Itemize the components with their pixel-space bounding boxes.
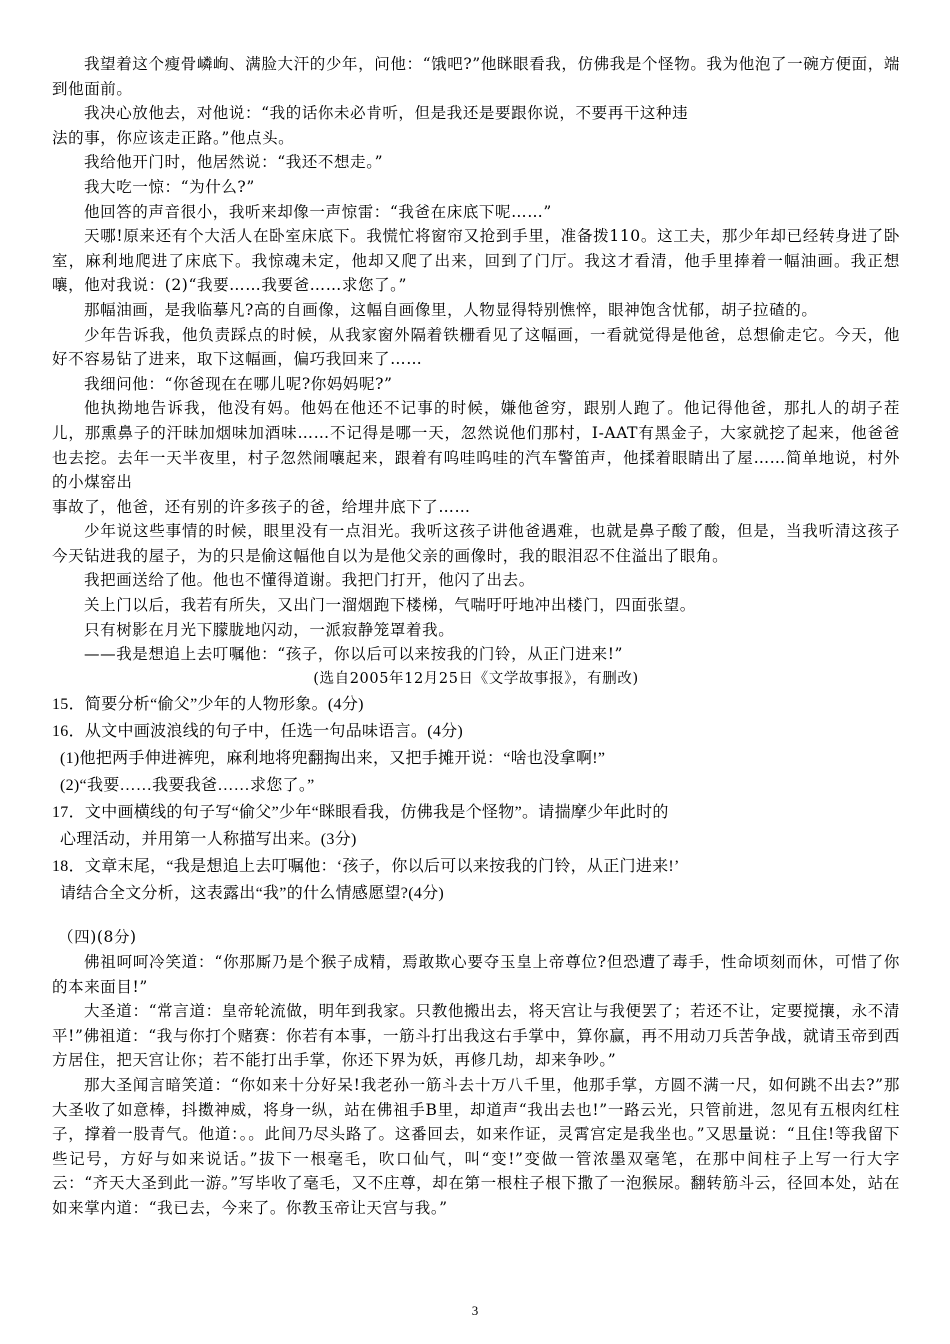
story-paragraph: 我细问他：“你爸现在在哪儿呢?你妈妈呢?”	[84, 374, 393, 393]
section-four-paragraph: 大圣道：“常言道：皇帝轮流做，明年到我家。只教他搬出去，将天宫让与我便罢了；若还不让，定要搅攘，永不清平!”佛祖道：“我与你打个赌赛：你若有本事，一筋斗打出我这右手掌中，算你赢，再不用动刀兵苦争战，就请玉帝到西方居住，把天宫让你；若不能打出手掌，你还下界为妖，再修几劫，却来争吵。”	[52, 1002, 900, 1070]
story-paragraph: 他执拗地告诉我，他没有妈。他妈在他还不记事的时候，嫌他爸穷，跟别人跑了。他记得他爸，那扎人的胡子茬儿，那熏鼻子的汗昧加烟味加酒味……不记得是哪一天，忽然说他们那村，I-AAT有黑金子，大家就挖了起来，他爸爸也去挖。去年一天半夜里，村子忽然闹嚷起来，跟着有呜哇呜哇的汽车警笛声，他揉着眼睛出了屋……简单地说，村外的小煤窑出	[52, 399, 900, 492]
story-paragraph: 我给他开门时，他居然说：“我还不想走。”	[84, 153, 384, 172]
story-paragraph: 天哪!原来还有个大活人在卧室床底下。我慌忙将窗帘又抢到手里，准备拨110。这工夫，那少年却已经转身进了卧室，麻利地爬进了床底下。我惊魂未定，他却又爬了出来，回到了门厅。我这才看清，他手里捧着一幅油画。我正想嚷，他对我说：(2)“我要……我要爸……求您了。”	[52, 227, 900, 295]
story-source: (选自2005年12月25日《文学故事报》，有删改)	[313, 670, 639, 687]
question-18-continued: 请结合全文分析，这表露出“我”的什么情感愿望?(4分)	[60, 885, 445, 903]
story-paragraph: 关上门以后，我若有所失，又出门一溜烟跑下楼梯，气喘吁吁地冲出楼门，四面张望。	[84, 596, 696, 615]
story-paragraph: 少年说这些事情的时候，眼里没有一点泪光。我听这孩子讲他爸遇难，也就是鼻子酸了酸，但是，当我听清这孩子今天钻进我的屋子，为的只是偷这幅他自以为是他父亲的画像时，我的眼泪忍不住溢出了眼角。	[52, 522, 900, 565]
question-16: 16．从文中画波浪线的句子中，任选一句品味语言。(4分)	[52, 723, 464, 741]
question-15: 15．简要分析“偷父”少年的人物形象。(4分)	[52, 696, 364, 714]
story-paragraph: 少年告诉我，他负责踩点的时候，从我家窗外隔着铁栅看见了这幅画，一看就觉得是他爸，总想偷走它。今天，他好不容易钻了进来，取下这幅画，偏巧我回来了……	[52, 325, 900, 369]
story-paragraph: 我决心放他去，对他说：“我的话你未必肯听，但是我还是要跟你说，不要再干这种违	[84, 104, 689, 123]
story-paragraph: 我大吃一惊：“为什么?”	[84, 177, 255, 196]
document-page	[52, 52, 900, 1221]
story-paragraph: 事故了，他爸，还有别的许多孩子的爸，给埋井底下了……	[52, 497, 471, 516]
question-17: 17．文中画横线的句子写“偷父”少年“眯眼看我，仿佛我是个怪物”。请揣摩少年此时的	[52, 804, 669, 822]
story-paragraph: 只有树影在月光下朦胧地闪动，一派寂静笼罩着我。	[84, 620, 455, 639]
story-section	[52, 52, 900, 691]
section-four	[52, 925, 900, 1220]
question-16-option-2: (2)“我要……我要我爸……求您了。”	[60, 777, 315, 795]
questions-section	[52, 691, 900, 907]
question-18: 18．文章末尾，“我是想追上去叮嘱他：‘孩子，你以后可以来按我的门铃，从正门进来!’	[52, 858, 680, 876]
story-paragraph: 那幅油画，是我临摹凡?高的自画像，这幅自画像里，人物显得特别憔悴，眼神饱含忧郁，胡子拉碴的。	[84, 300, 818, 319]
section-four-paragraph: 那大圣闻言暗笑道：“你如来十分好呆!我老孙一筋斗去十万八千里，他那手掌，方圆不满一尺，如何跳不出去?”那大圣收了如意棒，抖擞神威，将身一纵，站在佛祖手B里，却道声“我出去也!”一路云光，只管前进，忽见有五根肉红柱子，撑着一股青气。他道：。。此间乃尽头路了。这番回去，如来作证，灵霄宫定是我坐也。”又思量说：“且住!等我留下些记号，方好与如来说话。”拔下一根毫毛，吹口仙气，叫“变!”变做一管浓墨双毫笔，在那中间柱子上写一行大字云：“齐天大圣到此一游。”写毕收了毫毛，又不庄尊，却在第一根柱子根下撒了一泡猴尿。翻转筋斗云，径回本处，站在如来掌内道：“我已去，今来了。你教玉帝让天宫与我。”	[52, 1076, 900, 1217]
section-four-paragraph: 佛祖呵呵冷笑道：“你那厮乃是个猴子成精，焉敢欺心要夺玉皇上帝尊位?但恐遭了毒手，性命顷刻而休，可惜了你的本来面目!”	[52, 953, 900, 996]
section-gap	[52, 907, 900, 925]
question-17-continued: 心理活动，并用第一人称描写出来。(3分)	[60, 831, 357, 849]
story-paragraph: 我望着这个瘦骨嶙峋、满脸大汗的少年，问他：“饿吧?”他眯眼看我，仿佛我是个怪物。我为他泡了一碗方便面，端到他面前。	[52, 55, 900, 98]
section-four-heading: （四)(8分)	[58, 928, 137, 947]
story-paragraph: 他回答的声音很小，我听来却像一声惊雷：“我爸在床底下呢……”	[84, 202, 552, 221]
story-paragraph: ——我是想追上去叮嘱他：“孩子，你以后可以来按我的门铃，从正门进来!”	[84, 645, 624, 664]
story-paragraph: 法的事，你应该走正路。”他点头。	[52, 128, 295, 147]
story-paragraph: 我把画送给了他。他也不懂得道谢。我把门打开，他闪了出去。	[84, 571, 535, 590]
question-16-option-1: (1)他把两手伸进裤兜，麻利地将兜翻掏出来，又把手摊开说：“啥也没拿啊!”	[60, 750, 606, 768]
page-number: 3	[471, 1303, 479, 1318]
